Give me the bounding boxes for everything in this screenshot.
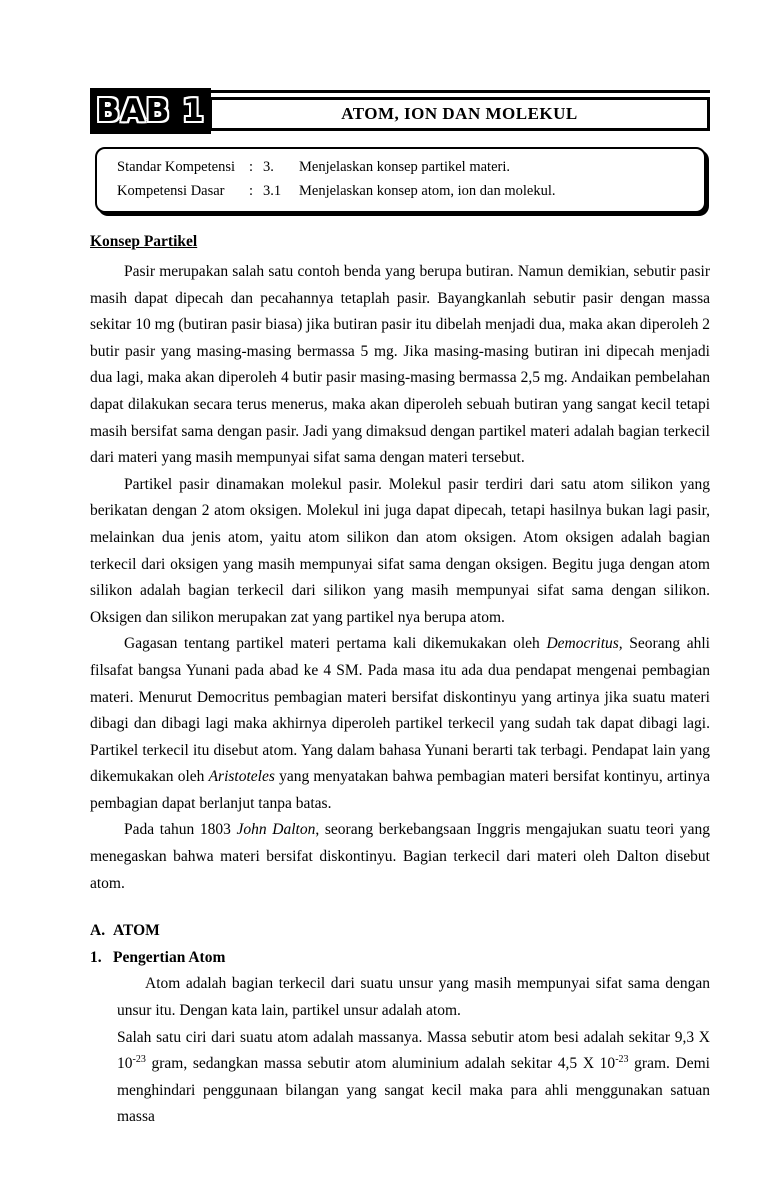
competency-label: Standar Kompetensi bbox=[117, 159, 235, 175]
section-a-title: ATOM bbox=[113, 922, 160, 940]
section-a-heading bbox=[90, 918, 710, 945]
paragraph-dalton bbox=[90, 817, 710, 897]
competency-text: Menjelaskan konsep partikel materi. bbox=[299, 159, 510, 175]
chapter-title: ATOM, ION DAN MOLEKUL bbox=[341, 104, 578, 123]
section-heading-text: Konsep Partikel bbox=[90, 233, 198, 250]
section-heading-konsep-partikel bbox=[90, 229, 710, 255]
subsection-1-label: 1. bbox=[90, 948, 102, 966]
chapter-title-column bbox=[209, 88, 710, 131]
section-a-label: A. bbox=[90, 922, 106, 940]
italic-term-aristoteles: Aristoteles bbox=[208, 768, 275, 786]
header-top-rule bbox=[209, 90, 710, 93]
italic-term-john-dalton: John Dalton bbox=[236, 821, 316, 839]
competency-text: Menjelaskan konsep atom, ion dan molekul. bbox=[299, 183, 556, 199]
text-segment: yang menyatakan bahwa pembagian materi bersifat kontinyu, artinya pembagian dapat berlanjut tanpa batas. bbox=[90, 768, 710, 812]
competency-colon: : bbox=[249, 159, 254, 175]
competency-label: Kompetensi Dasar bbox=[117, 183, 225, 199]
paragraph-atom-mass bbox=[117, 1025, 710, 1131]
competency-box bbox=[95, 147, 706, 213]
subsection-1-heading bbox=[90, 945, 710, 972]
chapter-badge bbox=[90, 88, 211, 134]
subsection-1-title: Pengertian Atom bbox=[113, 948, 226, 966]
text-segment: gram, sedangkan massa sebutir atom aluminium adalah sekitar 4,5 X 10 bbox=[145, 1055, 616, 1073]
paragraph-molekul-pasir: Partikel pasir dinamakan molekul pasir. Molekul pasir terdiri dari satu atom silikon yang berikatan dengan 2 atom oksigen. Molekul ini juga dapat dipecah, tetapi hasilnya bukan lagi pasir, melainkan dua jenis atom, yaitu atom silikon dan atom oksigen. Atom oksigen adalah bagian terkecil dari oksigen yang masih mempunyai sifat sama dengan oksigen. Begitu juga dengan atom silikon adalah bagian terkecil dari silikon yang masih mempunyai sifat sama dengan silikon. Oksigen dan silikon merupakan zat yang partikel nya berupa atom. bbox=[90, 475, 710, 626]
paragraph-pasir: Pasir merupakan salah satu contoh benda yang berupa butiran. Namun demikian, sebutir pasir masih dapat dipecah dan pecahannya tetaplah pasir. Bayangkanlah sebutir pasir dengan massa sekitar 10 mg (butiran pasir biasa) jika butiran pasir itu dibelah menjadi dua, maka akan diperoleh 2 butir pasir yang masing-masing bermassa 5 mg. Jika masing-masing butiran ini dipecah menjadi dua lagi, maka akan diperoleh 4 butir pasir masing-masing bermassa 2,5 mg. Andaikan pembelahan dapat dilakukan secara terus menerus, maka akan diperoleh sebuah butiran yang sangat kecil tetapi masih bersifat sama dengan pasir. Jadi yang dimaksud dengan partikel materi adalah bagian terkecil dari materi yang masih mempunyai sifat sama dengan materi tersebut. bbox=[90, 263, 710, 467]
chapter-number: BAB 1 bbox=[96, 93, 205, 129]
chapter-title-box bbox=[209, 97, 710, 131]
competency-number: 3.1 bbox=[263, 183, 282, 199]
text-segment: Salah satu ciri dari suatu atom adalah massanya. Massa sebutir atom besi adalah sekitar 9,3 X 10 bbox=[117, 1028, 710, 1073]
competency-colon: : bbox=[249, 183, 254, 199]
subsection-1-content bbox=[0, 971, 768, 1131]
paragraph-democritus bbox=[90, 631, 710, 817]
chapter-header bbox=[90, 88, 710, 134]
competency-row-dasar bbox=[117, 179, 694, 203]
text-segment: Gagasan tentang partikel materi pertama kali dikemukakan oleh bbox=[124, 635, 547, 653]
superscript-exponent: -23 bbox=[615, 1054, 629, 1066]
text-segment: gram. Demi menghindari penggunaan bilangan yang sangat kecil maka para ahli menggunakan satuan massa bbox=[117, 1055, 710, 1126]
text-segment: Seorang ahli filsafat bangsa Yunani pada abad ke 4 SM. Pada masa itu ada dua pendapat mengenai pembagian materi. Menurut Democritus pembagian materi bersifat diskontinyu yang artinya jika suatu materi dibagi dan dibagi lagi maka akhirnya diperoleh partikel terkecil yang sudah tak dapat dibagi lagi. Partikel terkecil itu disebut atom. Yang dalam bahasa Yunani berarti tak terbagi. Pendapat lain yang dikemukakan oleh bbox=[90, 635, 710, 786]
text-segment: Pada tahun 1803 bbox=[124, 821, 237, 839]
text-segment: , seorang berkebangsaan Inggris mengajukan suatu teori yang menegaskan bahwa materi bersifat diskontinyu. Bagian terkecil dari materi oleh Dalton disebut atom. bbox=[90, 821, 710, 892]
superscript-exponent: -23 bbox=[132, 1054, 146, 1066]
competency-row-standar bbox=[117, 155, 694, 179]
italic-term-democritus: Democritus, bbox=[546, 635, 623, 653]
paragraph-atom-definition: Atom adalah bagian terkecil dari suatu unsur yang masih mempunyai sifat sama dengan unsur itu. Dengan kata lain, partikel unsur adalah atom. bbox=[117, 975, 710, 1020]
competency-number: 3. bbox=[263, 159, 274, 175]
